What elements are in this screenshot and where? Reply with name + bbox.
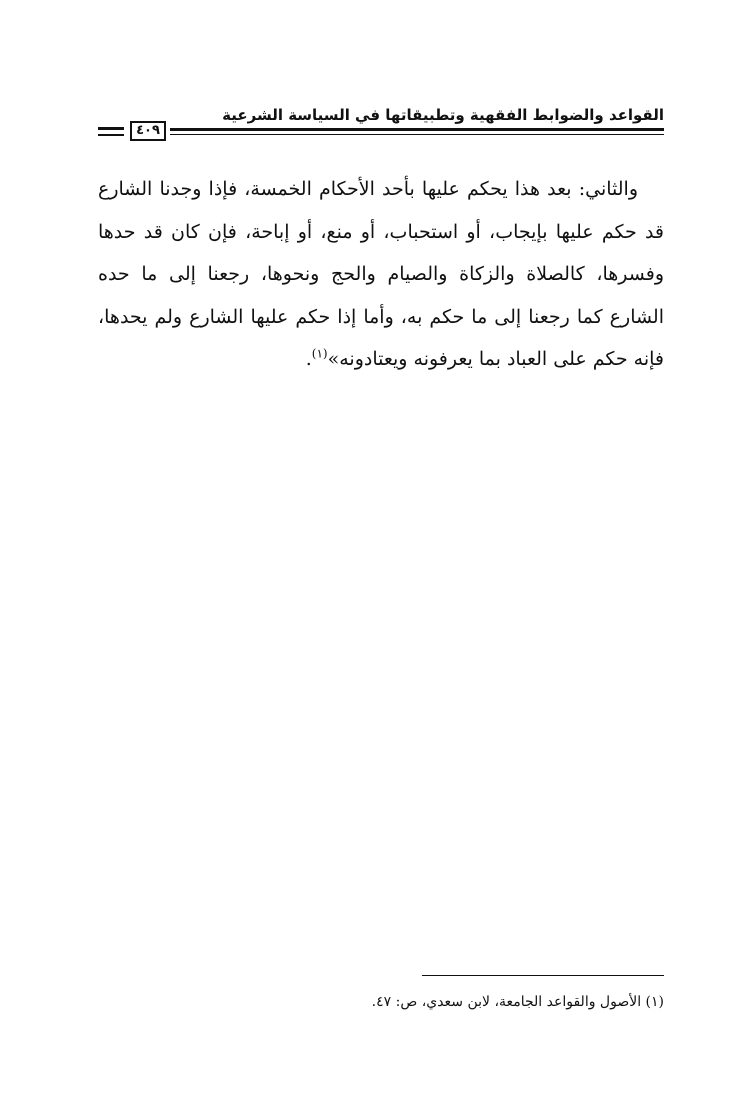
footnote-separator — [422, 975, 664, 976]
header-ornament-dash — [98, 127, 124, 130]
page-number: ٤٠٩ — [130, 121, 166, 141]
running-header — [98, 104, 664, 144]
header-ornament-dash — [98, 134, 124, 136]
paragraph-end-punctuation: . — [305, 348, 312, 370]
header-title: القواعد والضوابط الفقهية وتطبيقاتها في السياسة الشرعية — [222, 106, 664, 124]
footnote: (١) الأصول والقواعد الجامعة، لابن سعدي، ص: ٤٧. — [371, 994, 664, 1010]
paragraph-text: والثاني: بعد هذا يحكم عليها بأحد الأحكام الخمسة، فإذا وجدنا الشارع قد حكم عليها بإيجاب، أو استحباب، أو منع، أو إباحة، فإن كان قد حدها وفسرها، كالصلاة والزكاة والصيام والحج ونحوها، رجعنا إلى ما حده الشارع كما رجعنا إلى ما حكم به، وأما إذا حكم عليها الشارع ولم يحدها، فإنه حكم على العباد بما يعرفونه ويعتادونه» — [98, 178, 664, 370]
paragraph — [98, 168, 664, 381]
header-rule-thick — [170, 128, 664, 131]
header-rule-thin — [170, 134, 664, 135]
main-text — [98, 168, 664, 381]
footnote-reference[interactable]: (١) — [311, 346, 328, 361]
